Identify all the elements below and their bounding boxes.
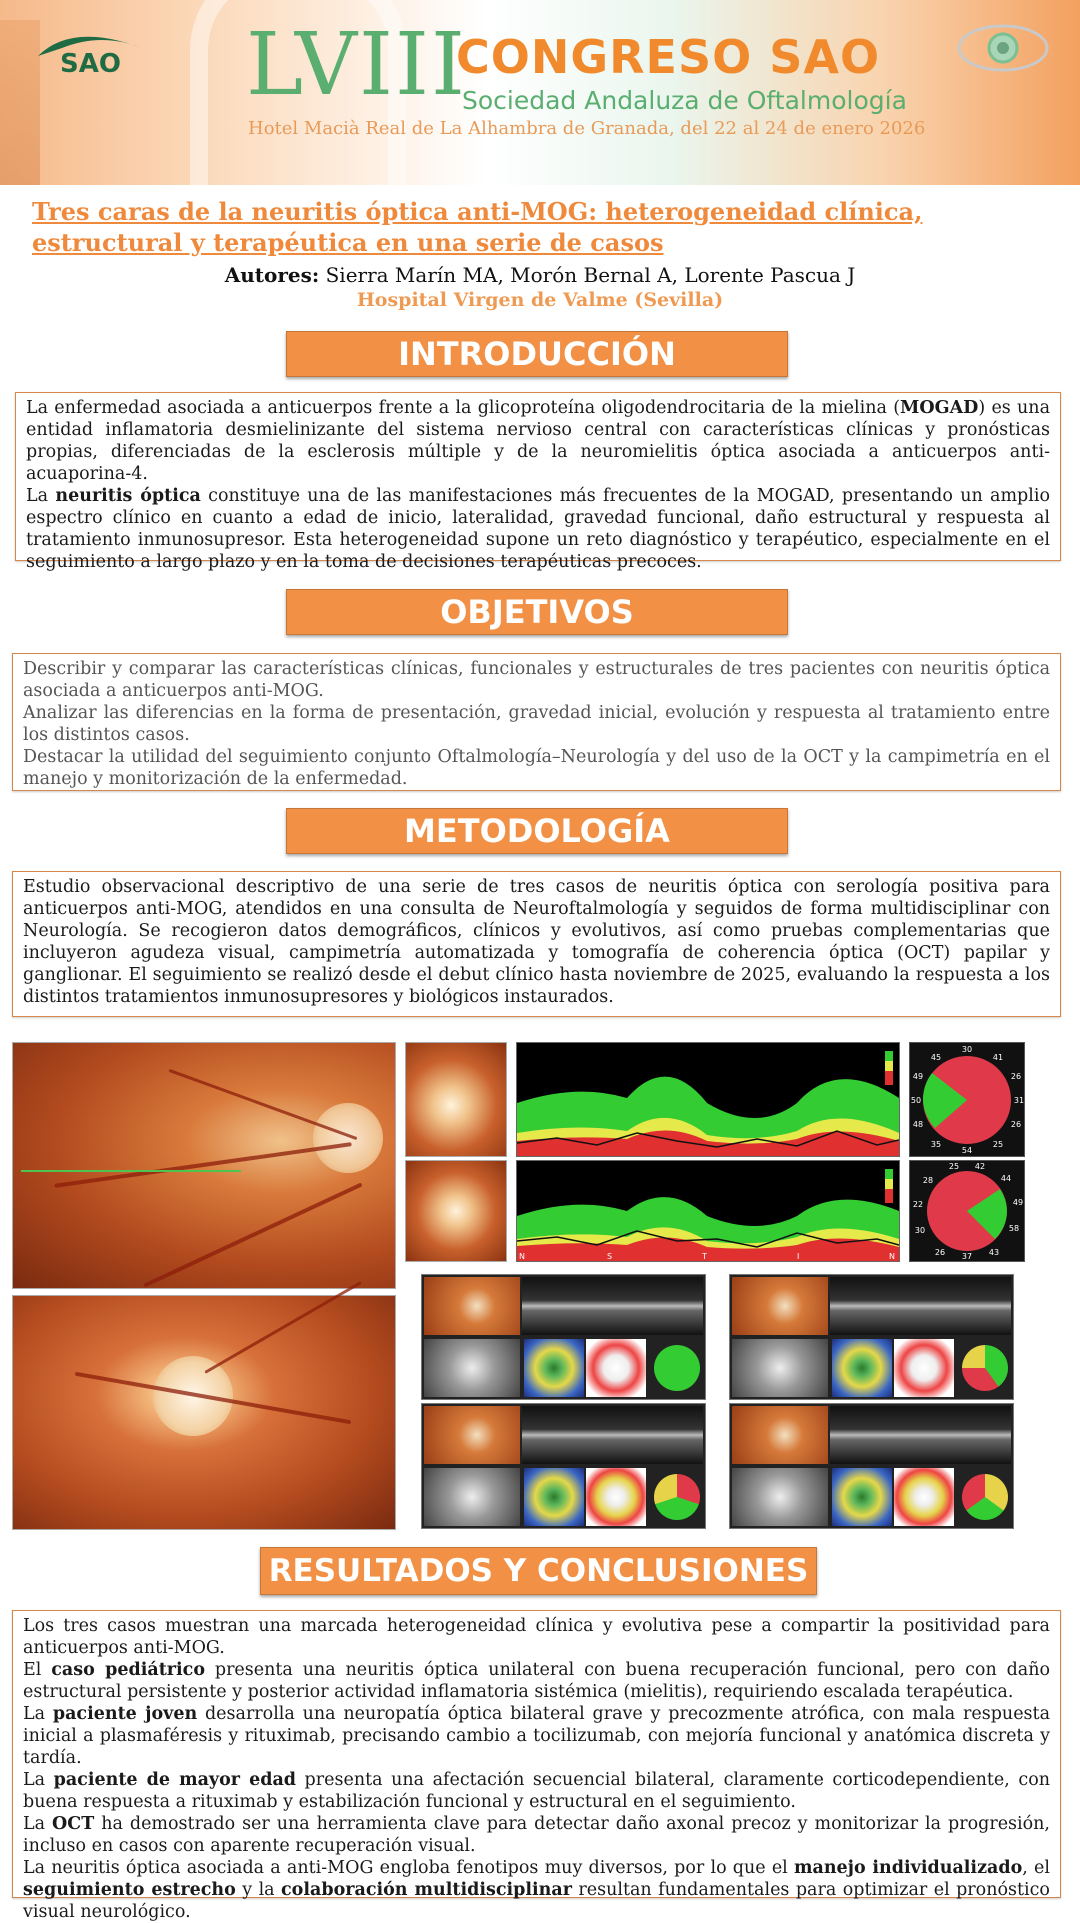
optic-disc-photo-1 <box>405 1042 507 1157</box>
sector-value: 44 <box>1000 1174 1012 1183</box>
objective-item: Analizar las diferencias en la forma de presentación, gravedad inicial, evolución y respuesta al tratamiento entre los distintos casos. <box>23 703 1050 745</box>
fundus-photo-2 <box>12 1295 396 1530</box>
oct-report-4 <box>729 1403 1014 1529</box>
sector-value: 43 <box>988 1248 1000 1257</box>
congress-number: LVIII <box>246 15 467 115</box>
results-paragraph: La OCT ha demostrado ser una herramienta clave para detectar daño axonal precoz y monitorizar la progresión, incluso en casos con aparente recuperación visual. <box>23 1814 1050 1856</box>
oct-report-1 <box>421 1274 706 1400</box>
sao-logo <box>32 26 152 76</box>
optic-disc-photo-2 <box>405 1160 507 1262</box>
sector-value: 30 <box>961 1045 973 1054</box>
sector-value: 49 <box>1012 1198 1024 1207</box>
sector-value: 42 <box>974 1162 986 1171</box>
optic-disc <box>313 1103 383 1173</box>
scan-line <box>21 1170 241 1172</box>
hospital-name: Hospital Virgen de Valme (Sevilla) <box>356 289 724 311</box>
results-paragraph: La neuritis óptica asociada a anti-MOG engloba fenotipos muy diversos, por lo que el manejo individualizado, el seguimiento estrecho y la colaboración multidisciplinar resultan fundamentales para optimizar el pronóstico visual neurológico. <box>23 1858 1050 1922</box>
methods-text: Estudio observacional descriptivo de una serie de tres casos de neuritis óptica con serología positiva para anticuerpos anti-MOG, atendidos en una consulta de Neuroftalmología y seguidos de forma multidisciplinar con Neurología. Se recogieron datos demográficos, clínicos y evolutivos, así como pruebas complementarias que incluyeron agudeza visual, campimetría automatizada y tomografía de coherencia óptica (OCT) papilar y ganglionar. El seguimiento se realizó desde el debut clínico hasta noviembre de 2025, evaluando la respuesta a los distintos tratamientos inmunosupresores y biológicos instaurados. <box>23 877 1050 1007</box>
axis-label: T <box>702 1252 707 1261</box>
sector-value: 48 <box>912 1120 924 1129</box>
header-banner <box>0 0 1080 185</box>
objectives-box <box>12 653 1061 791</box>
methods-heading: METODOLOGÍA <box>286 808 788 854</box>
sector-value: 25 <box>948 1162 960 1171</box>
intro-paragraph-1: La enfermedad asociada a anticuerpos frente a la glicoproteína oligodendrocitaria de la mielina (MOGAD) es una entidad inflamatoria desmielinizante del sistema nervioso central con características clínicas y pronósticas propias, diferenciadas de la esclerosis múltiple y de la neuromielitis óptica asociada a anticuerpos anti-acuaporina-4. <box>26 398 1051 484</box>
results-paragraph: Los tres casos muestran una marcada heterogeneidad clínica y evolutiva pese a compartir la positividad para anticuerpos anti-MOG. <box>23 1616 1050 1658</box>
axis-label: N <box>889 1252 895 1261</box>
intro-heading: INTRODUCCIÓN <box>286 331 788 377</box>
objective-item: Destacar la utilidad del seguimiento conjunto Oftalmología–Neurología y del uso de la OCT y la campimetría en el manejo y monitorización de la enfermedad. <box>23 747 1050 789</box>
results-paragraph: La paciente joven desarrolla una neuropatía óptica bilateral grave y precozmente atrófica, con mala respuesta inicial a plasmaféresis y rituximab, precisando cambio a tocilizumab, con mejoría funcional y anatómica discreta y tardía. <box>23 1704 1050 1768</box>
logo-text: SAO <box>60 49 121 76</box>
sector-value: 31 <box>1013 1096 1025 1105</box>
sector-value: 26 <box>1010 1072 1022 1081</box>
oct-report-2 <box>729 1274 1014 1400</box>
sector-value: 41 <box>992 1053 1004 1062</box>
sector-chart-1 <box>909 1042 1025 1157</box>
results-paragraph: La paciente de mayor edad presenta una afectación secuencial bilateral, claramente corticodependiente, con buena respuesta a rituximab y estabilización funcional y estructural en el seguimiento. <box>23 1770 1050 1812</box>
sector-value: 49 <box>912 1072 924 1081</box>
society-name: Sociedad Andaluza de Oftalmología <box>462 86 907 115</box>
objectives-heading: OBJETIVOS <box>286 589 788 635</box>
fundus-photo-1 <box>12 1042 396 1289</box>
intro-paragraph-2: La neuritis óptica constituye una de las manifestaciones más frecuentes de la MOGAD, presentando un amplio espectro clínico en cuanto a edad de inicio, lateralidad, gravedad funcional, daño estructural y respuesta al tratamiento inmunosupresor. Esta heterogeneidad supone un reto diagnóstico y terapéutico, especialmente en el seguimiento a largo plazo y en la toma de decisiones terapéuticas precoces. <box>26 486 1050 572</box>
objective-item: Describir y comparar las características clínicas, funcionales y estructurales de tres pacientes con neuritis óptica asociada a anticuerpos anti-MOG. <box>23 659 1050 701</box>
sector-value: 58 <box>1008 1224 1020 1233</box>
results-box <box>12 1610 1061 1922</box>
axis-label: S <box>607 1252 613 1261</box>
sector-value: 28 <box>922 1176 934 1185</box>
sector-value: 22 <box>912 1200 924 1209</box>
axis-label: N <box>519 1252 525 1261</box>
authors-names: Sierra Marín MA, Morón Bernal A, Lorente Pascua J <box>325 263 856 287</box>
poster-title: Tres caras de la neuritis óptica anti-MOG: heterogeneidad clínica, estructural y terapéutica en una serie de casos <box>32 197 923 257</box>
axis-label: I <box>797 1252 800 1261</box>
congress-name: CONGRESO SAO <box>456 30 881 84</box>
sector-value: 35 <box>930 1140 942 1149</box>
rnfl-graph-2 <box>516 1160 900 1262</box>
rnfl-graph-1 <box>516 1042 900 1157</box>
results-heading: RESULTADOS Y CONCLUSIONES <box>260 1547 817 1595</box>
sector-value: 37 <box>961 1252 973 1261</box>
methods-box <box>12 871 1061 1017</box>
authors-label: Autores: <box>224 263 320 287</box>
intro-box <box>15 392 1061 572</box>
authors-line <box>0 262 1080 288</box>
eye-icon <box>955 20 1051 76</box>
sector-value: 54 <box>961 1146 973 1155</box>
sector-chart-2 <box>909 1160 1025 1262</box>
sector-value: 45 <box>930 1053 942 1062</box>
sector-value: 26 <box>1010 1120 1022 1129</box>
venue-dates: Hotel Macià Real de La Alhambra de Granada, del 22 al 24 de enero 2026 <box>248 118 926 139</box>
sector-value: 26 <box>934 1248 946 1257</box>
sector-value: 50 <box>910 1096 922 1105</box>
results-paragraph: El caso pediátrico presenta una neuritis óptica unilateral con buena recuperación funcional, pero con daño estructural persistente y posterior actividad inflamatoria sistémica (mielitis), requiriendo escalada terapéutica. <box>23 1660 1051 1702</box>
sector-value: 30 <box>914 1226 926 1235</box>
sector-value: 25 <box>992 1140 1004 1149</box>
oct-report-3 <box>421 1403 706 1529</box>
